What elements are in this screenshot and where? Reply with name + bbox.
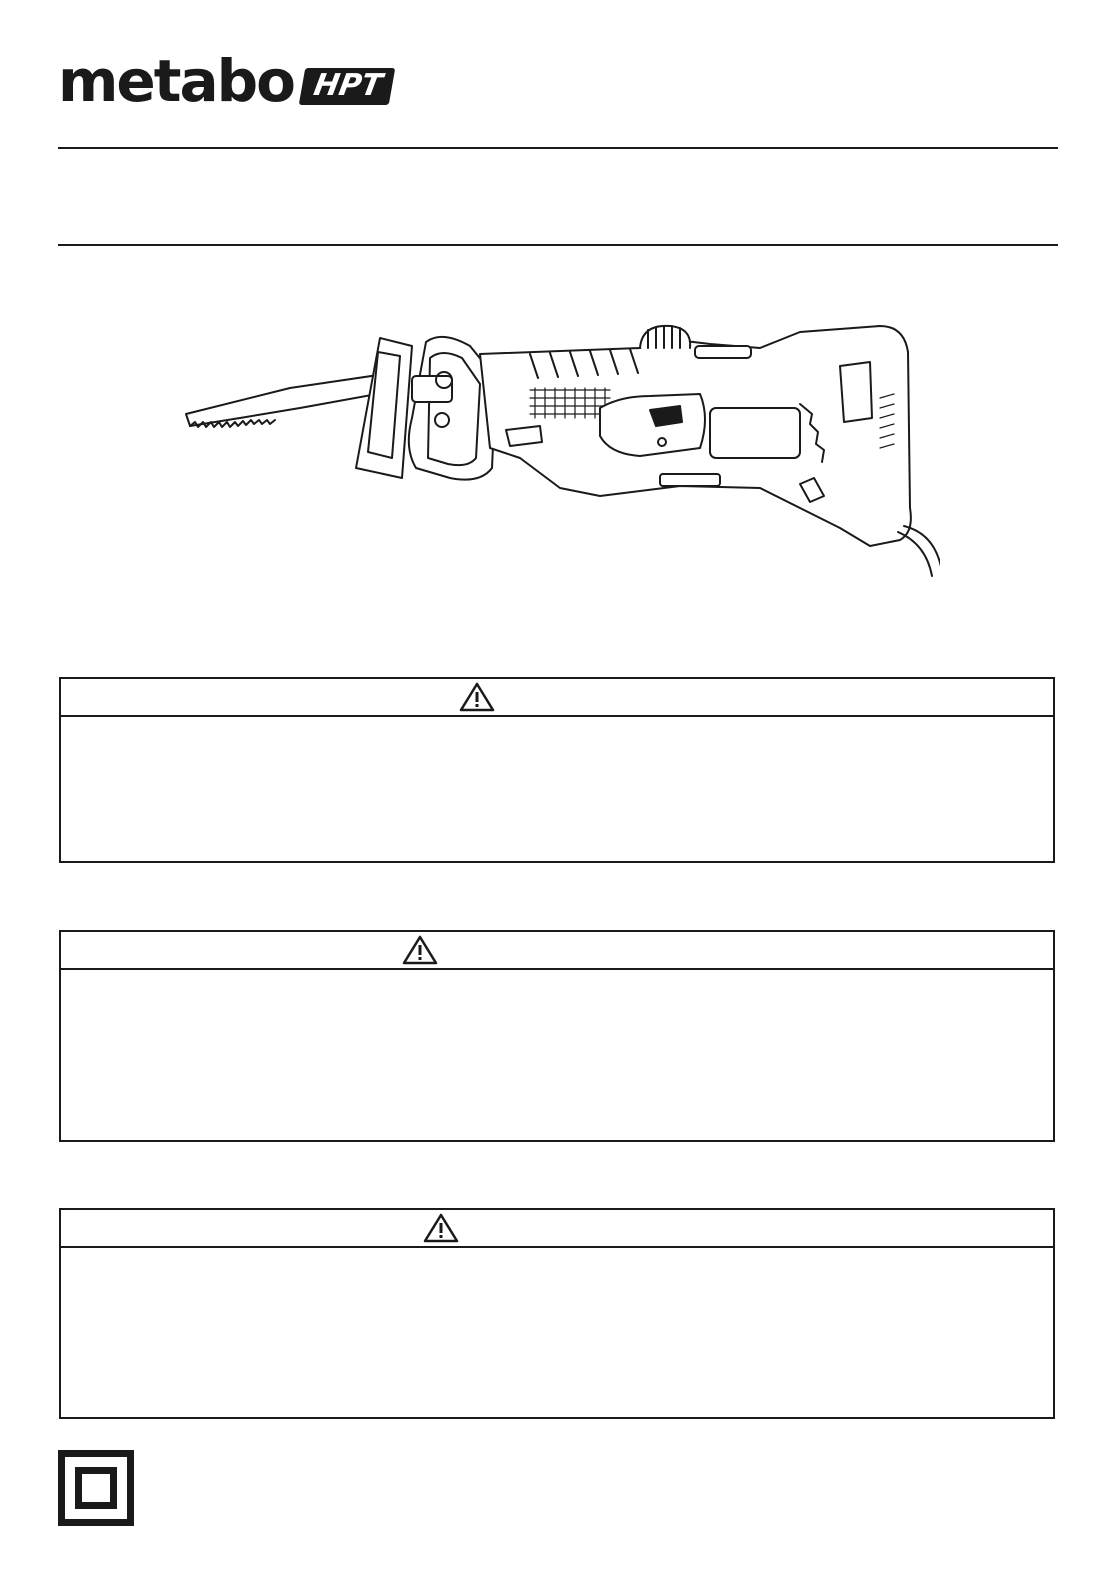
warning-box-header	[61, 932, 1053, 970]
warning-triangle-icon	[402, 935, 438, 965]
warning-box-header	[61, 679, 1053, 717]
brand-logo	[58, 47, 392, 115]
brand-name: metabo	[58, 47, 295, 115]
header-rule-bottom	[58, 244, 1058, 246]
warning-triangle-icon	[423, 1213, 459, 1243]
warning-box-1	[59, 677, 1055, 863]
reciprocating-saw-drawing	[180, 318, 940, 578]
header-rule-top	[58, 147, 1058, 149]
double-insulation-inner-square	[75, 1467, 117, 1509]
warning-triangle-icon	[459, 682, 495, 712]
warning-box-2	[59, 930, 1055, 1142]
warning-box-header	[61, 1210, 1053, 1248]
double-insulation-icon	[58, 1450, 134, 1526]
warning-box-3	[59, 1208, 1055, 1419]
brand-badge: HPT	[299, 68, 395, 105]
